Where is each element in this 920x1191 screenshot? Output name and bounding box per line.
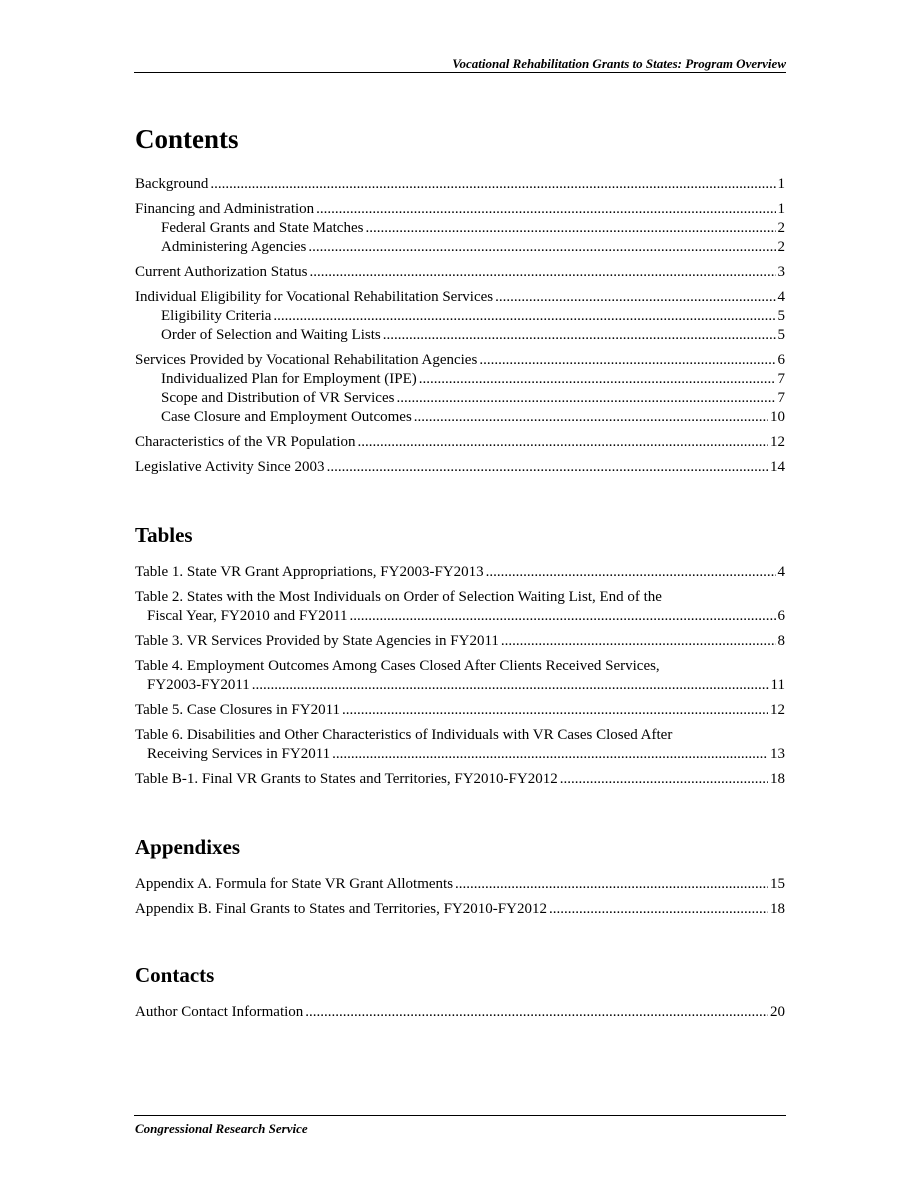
- toc-entry-title: Federal Grants and State Matches: [161, 220, 364, 236]
- toc-entry-table-1[interactable]: [135, 563, 785, 582]
- toc-entry-page: 8: [777, 633, 785, 649]
- contacts-heading: Contacts: [135, 963, 215, 987]
- appendixes-list: [135, 875, 785, 919]
- leader-dots: [560, 770, 768, 789]
- leader-dots: [419, 370, 776, 389]
- toc-entry-page: 12: [770, 702, 785, 718]
- toc-entry-financing[interactable]: [135, 200, 785, 219]
- toc-entry-scope[interactable]: [135, 389, 785, 408]
- toc-entry-title: Characteristics of the VR Population: [135, 434, 356, 450]
- toc-entry-title-line2: Receiving Services in FY2011: [147, 746, 331, 762]
- toc-entry-title-line1: Table 6. Disabilities and Other Characteristics of Individuals with VR Cases Closed After: [135, 727, 673, 743]
- toc-entry-title: Financing and Administration: [135, 201, 315, 217]
- toc-entry-title: Author Contact Information: [135, 1004, 304, 1020]
- toc-entry-page: 7: [777, 390, 785, 406]
- toc-entry-title: Background: [135, 176, 209, 192]
- appendixes-heading: Appendixes: [135, 835, 241, 859]
- leader-dots: [210, 175, 775, 194]
- toc-entry-table-6[interactable]: [135, 726, 785, 764]
- toc-entry-page: 5: [777, 308, 785, 324]
- toc-entry-federal-grants[interactable]: [135, 219, 785, 238]
- leader-dots: [309, 263, 775, 282]
- toc-entry-appendix-b[interactable]: [135, 900, 785, 919]
- toc-entry-title-line2: FY2003-FY2011: [147, 677, 250, 693]
- toc-entry-table-2[interactable]: [135, 588, 785, 626]
- toc-entry-title: Table B-1. Final VR Grants to States and Territories, FY2010-FY2012: [135, 771, 558, 787]
- leader-dots: [479, 351, 775, 370]
- toc-entry-page: 3: [777, 264, 785, 280]
- leader-dots: [308, 238, 775, 257]
- leader-dots: [501, 632, 776, 651]
- tables-list: [135, 563, 785, 789]
- toc-entry-page: 7: [777, 371, 785, 387]
- leader-dots: [342, 701, 768, 720]
- leader-dots: [332, 745, 768, 764]
- leader-dots: [414, 408, 768, 427]
- toc-entry-order-of-selection[interactable]: [135, 326, 785, 345]
- leader-dots: [358, 433, 768, 452]
- leader-dots: [252, 676, 769, 695]
- toc-entry-title: Table 5. Case Closures in FY2011: [135, 702, 341, 718]
- toc-entry-title: Table 3. VR Services Provided by State Agencies in FY2011: [135, 633, 499, 649]
- toc-entry-title: Appendix B. Final Grants to States and Territories, FY2010-FY2012: [135, 901, 547, 917]
- toc-entry-table-3[interactable]: [135, 632, 785, 651]
- toc-entry-eligibility[interactable]: [135, 288, 785, 307]
- leader-dots: [316, 200, 775, 219]
- toc-entry-ipe[interactable]: [135, 370, 785, 389]
- footer-rule: [134, 1115, 786, 1116]
- leader-dots: [396, 389, 775, 408]
- toc-entry-title: Order of Selection and Waiting Lists: [161, 327, 381, 343]
- toc-entry-title-line2: Fiscal Year, FY2010 and FY2011: [147, 608, 348, 624]
- table-of-contents: [135, 124, 785, 1022]
- toc-entry-page: 14: [770, 459, 785, 475]
- toc-entry-title: Appendix A. Formula for State VR Grant Allotments: [135, 876, 454, 892]
- toc-entry-page: 18: [770, 901, 785, 917]
- toc-entry-author-contact[interactable]: [135, 1003, 785, 1022]
- toc-entry-services-provided[interactable]: [135, 351, 785, 370]
- toc-entry-title-line1: Table 4. Employment Outcomes Among Cases Closed After Clients Received Services,: [135, 658, 660, 674]
- leader-dots: [305, 1003, 768, 1022]
- toc-entry-legislative-activity[interactable]: [135, 458, 785, 477]
- toc-entry-page: 6: [777, 352, 785, 368]
- toc-entry-title: Services Provided by Vocational Rehabilitation Agencies: [135, 352, 478, 368]
- contacts-section: [135, 963, 785, 1022]
- contacts-list: [135, 1003, 785, 1022]
- toc-entry-appendix-a[interactable]: [135, 875, 785, 894]
- toc-entry-page: 1: [777, 201, 785, 217]
- leader-dots: [350, 607, 776, 626]
- toc-entry-page: 2: [777, 239, 785, 255]
- toc-entry-title-line1: Table 2. States with the Most Individuals on Order of Selection Waiting List, End of the: [135, 589, 662, 605]
- leader-dots: [383, 326, 776, 345]
- toc-entry-page: 20: [770, 1004, 785, 1020]
- tables-heading: Tables: [135, 523, 193, 547]
- toc-entry-title: Case Closure and Employment Outcomes: [161, 409, 412, 425]
- toc-entry-authorization[interactable]: [135, 263, 785, 282]
- running-header: Vocational Rehabilitation Grants to States: Program Overview: [452, 56, 786, 71]
- toc-entry-table-4[interactable]: [135, 657, 785, 695]
- toc-entry-page: 13: [770, 746, 785, 762]
- toc-entry-eligibility-criteria[interactable]: [135, 307, 785, 326]
- toc-entry-administering-agencies[interactable]: [135, 238, 785, 257]
- leader-dots: [549, 900, 768, 919]
- header-rule: [134, 72, 786, 73]
- toc-entry-page: 12: [770, 434, 785, 450]
- tables-section: [135, 523, 785, 789]
- toc-entry-page: 6: [777, 608, 785, 624]
- leader-dots: [273, 307, 775, 326]
- leader-dots: [486, 563, 776, 582]
- leader-dots: [495, 288, 775, 307]
- toc-entry-title: Current Authorization Status: [135, 264, 308, 280]
- toc-entry-page: 4: [777, 564, 785, 580]
- toc-entry-page: 11: [770, 677, 785, 693]
- toc-entry-title: Eligibility Criteria: [161, 308, 272, 324]
- toc-entry-page: 15: [770, 876, 785, 892]
- toc-entry-page: 10: [770, 409, 785, 425]
- toc-entry-page: 5: [777, 327, 785, 343]
- toc-entry-background[interactable]: [135, 175, 785, 194]
- contents-list: [135, 175, 785, 477]
- appendixes-section: [135, 835, 785, 919]
- leader-dots: [327, 458, 768, 477]
- toc-entry-page: 18: [770, 771, 785, 787]
- toc-entry-title: Table 1. State VR Grant Appropriations, FY2003-FY2013: [135, 564, 484, 580]
- toc-entry-title: Individualized Plan for Employment (IPE): [161, 371, 417, 387]
- toc-entry-page: 2: [777, 220, 785, 236]
- leader-dots: [365, 219, 775, 238]
- toc-entry-page: 4: [777, 289, 785, 305]
- toc-entry-table-b1[interactable]: [135, 770, 785, 789]
- running-footer: Congressional Research Service: [135, 1121, 308, 1136]
- toc-entry-case-closure[interactable]: [135, 408, 785, 427]
- contents-heading: Contents: [135, 124, 239, 154]
- toc-entry-table-5[interactable]: [135, 701, 785, 720]
- toc-entry-title: Administering Agencies: [161, 239, 307, 255]
- toc-entry-characteristics[interactable]: [135, 433, 785, 452]
- toc-entry-title: Individual Eligibility for Vocational Rehabilitation Services: [135, 289, 494, 305]
- toc-entry-page: 1: [777, 176, 785, 192]
- toc-entry-title: Scope and Distribution of VR Services: [161, 390, 395, 406]
- leader-dots: [455, 875, 768, 894]
- toc-entry-title: Legislative Activity Since 2003: [135, 459, 325, 475]
- contents-section: [135, 124, 785, 477]
